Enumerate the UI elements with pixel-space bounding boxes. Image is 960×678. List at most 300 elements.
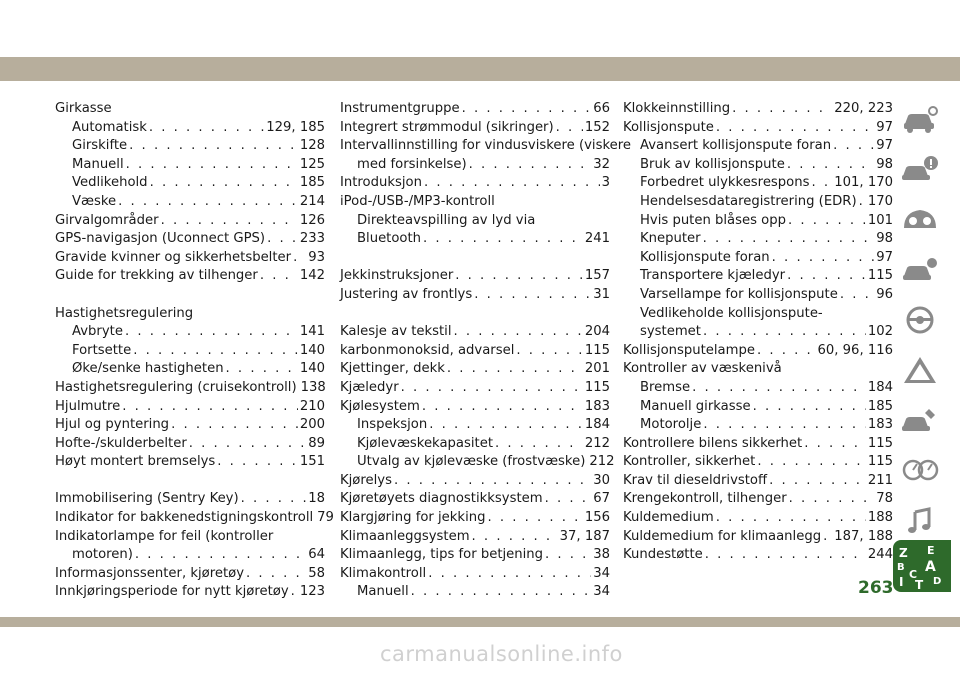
index-entry[interactable] bbox=[340, 546, 610, 565]
index-term: Kollisjonsputelampe bbox=[623, 342, 755, 358]
index-term: Automatisk bbox=[72, 119, 147, 135]
page-reference[interactable]: 151 bbox=[299, 454, 325, 470]
index-letter: D bbox=[933, 576, 942, 587]
page-reference[interactable]: 184 bbox=[867, 379, 893, 395]
index-column-2 bbox=[340, 100, 631, 602]
page-reference[interactable]: 157 bbox=[584, 268, 610, 284]
index-term: Klimaanlegg, tips for betjening bbox=[340, 547, 544, 563]
index-term: Avansert kollisjonspute foran bbox=[640, 138, 832, 154]
index-term: Jekkinstruksjoner bbox=[340, 268, 454, 284]
index-subentry[interactable] bbox=[55, 342, 325, 361]
dot-leader bbox=[129, 137, 298, 156]
index-term: Kjøretøyets diagnostikksystem bbox=[340, 491, 543, 507]
page-reference[interactable]: 98 bbox=[876, 231, 893, 247]
index-entry[interactable] bbox=[55, 212, 325, 231]
page-reference[interactable]: 140 bbox=[299, 361, 325, 377]
index-term: Krengekontroll, tilhenger bbox=[623, 491, 787, 507]
page-reference[interactable]: 185 bbox=[867, 398, 893, 414]
page-reference[interactable]: 31 bbox=[593, 286, 610, 302]
page-reference[interactable]: 241 bbox=[584, 231, 610, 247]
warning-triangle-icon bbox=[901, 355, 939, 385]
index-term: Kundestøtte bbox=[623, 547, 703, 563]
page-number: 263 bbox=[858, 578, 894, 598]
page-reference[interactable]: 201 bbox=[584, 361, 610, 377]
index-term: Kjølevæskekapasitet bbox=[357, 435, 493, 451]
page-reference[interactable]: 214 bbox=[299, 193, 325, 209]
index-subentry[interactable] bbox=[55, 174, 325, 193]
dot-leader bbox=[394, 472, 591, 491]
footer-band bbox=[0, 617, 960, 627]
index-subentry[interactable] bbox=[623, 416, 893, 435]
tab-car-wrench[interactable] bbox=[893, 397, 947, 443]
page-reference[interactable]: 152 bbox=[584, 119, 610, 135]
index-spacer bbox=[55, 472, 325, 491]
index-letter: I bbox=[899, 575, 904, 589]
page-reference[interactable]: 3 bbox=[601, 175, 610, 191]
page-reference[interactable]: 183 bbox=[867, 417, 893, 433]
index-subheading: Vedlikeholde kollisjonspute- bbox=[640, 305, 823, 321]
index-term: Kollisjonspute foran bbox=[640, 249, 770, 265]
dot-leader bbox=[495, 435, 583, 454]
index-term: Immobilisering (Sentry Key) bbox=[55, 491, 239, 507]
index-entry[interactable] bbox=[623, 100, 893, 119]
dot-leader bbox=[787, 156, 874, 175]
index-entry[interactable] bbox=[55, 490, 325, 509]
dot-leader bbox=[422, 398, 583, 417]
tab-alphabetical-index[interactable] bbox=[893, 540, 951, 592]
dot-leader bbox=[757, 453, 866, 472]
index-heading: Girkasse bbox=[55, 101, 112, 116]
index-term: Kontrollere bilens sikkerhet bbox=[623, 435, 803, 451]
page-reference[interactable]: 129, 185 bbox=[266, 119, 325, 135]
index-term: Vedlikehold bbox=[72, 175, 148, 191]
index-term: Justering av frontlys bbox=[340, 286, 473, 302]
dot-leader bbox=[545, 546, 591, 565]
page-reference[interactable]: 220, 223 bbox=[834, 101, 893, 116]
dot-leader bbox=[424, 174, 600, 193]
dot-leader bbox=[823, 528, 832, 547]
page-reference[interactable]: 233 bbox=[299, 231, 325, 247]
dot-leader bbox=[428, 565, 591, 584]
dot-leader bbox=[753, 398, 866, 417]
header-band bbox=[0, 57, 960, 81]
index-entry[interactable] bbox=[623, 435, 893, 454]
dot-leader bbox=[122, 398, 298, 417]
index-subentry[interactable] bbox=[55, 137, 325, 156]
page-reference[interactable]: 183 bbox=[584, 398, 610, 414]
dot-leader bbox=[401, 379, 583, 398]
index-entry[interactable] bbox=[340, 286, 610, 305]
index-term: karbonmonoksid, advarsel bbox=[340, 342, 515, 358]
car-seatbelt-icon bbox=[901, 255, 939, 285]
index-term: Kjæledyr bbox=[340, 379, 399, 395]
page-reference[interactable]: 97 bbox=[876, 249, 893, 265]
index-letter: E bbox=[927, 544, 935, 557]
index-entry[interactable] bbox=[55, 583, 325, 602]
index-term: Motorolje bbox=[640, 417, 702, 433]
index-column-1 bbox=[55, 100, 334, 602]
index-term: Forbedret ulykkesrespons bbox=[640, 175, 810, 191]
index-term: med forsinkelse) bbox=[357, 156, 467, 172]
page-reference[interactable]: 97 bbox=[876, 138, 893, 154]
index-entry[interactable] bbox=[623, 472, 893, 491]
index-term: Fortsette bbox=[72, 342, 132, 358]
dot-leader bbox=[472, 528, 558, 547]
index-entry[interactable] bbox=[55, 416, 325, 435]
index-spacer bbox=[55, 286, 325, 305]
index-heading: Hastighetsregulering bbox=[55, 305, 194, 321]
index-term: Girvalgområder bbox=[55, 212, 159, 228]
index-heading: Kontroller av væskenivå bbox=[623, 361, 782, 377]
index-term: Kalesje av tekstil bbox=[340, 324, 452, 340]
car-info-icon bbox=[901, 154, 939, 184]
page-reference[interactable]: 30 bbox=[593, 472, 610, 488]
index-term: Høyt montert bremselys bbox=[55, 454, 216, 470]
dot-leader bbox=[150, 174, 298, 193]
index-entry[interactable] bbox=[55, 565, 325, 584]
dot-leader bbox=[789, 490, 875, 509]
page-reference[interactable]: 140 bbox=[299, 342, 325, 358]
index-term: Kuldemedium bbox=[623, 510, 714, 526]
index-term: Kollisjonspute bbox=[623, 119, 714, 135]
index-term: Hastighetsregulering (cruisekontroll) bbox=[55, 379, 297, 395]
tab-car-info[interactable] bbox=[893, 146, 947, 192]
page-reference[interactable]: 212 bbox=[584, 435, 610, 451]
steering-wheel-icon bbox=[901, 305, 939, 335]
index-term: Bluetooth bbox=[357, 231, 422, 247]
page-reference[interactable]: 78 bbox=[876, 491, 893, 507]
index-term: Hjul og pyntering bbox=[55, 417, 170, 433]
page-reference[interactable]: 188 bbox=[867, 510, 893, 526]
dot-leader bbox=[732, 100, 832, 119]
index-term: Transportere kjæledyr bbox=[640, 268, 786, 284]
page-reference[interactable]: 115 bbox=[867, 268, 893, 284]
dot-leader bbox=[545, 490, 592, 509]
page-reference[interactable]: 79 bbox=[317, 510, 334, 526]
index-term: Girskifte bbox=[72, 138, 128, 154]
page-reference[interactable]: 37, 187 bbox=[559, 528, 610, 544]
index-subentry[interactable] bbox=[623, 212, 893, 231]
index-entry[interactable] bbox=[340, 100, 610, 119]
page-reference[interactable]: 32 bbox=[593, 156, 610, 172]
page-reference[interactable]: 212 bbox=[589, 454, 615, 470]
index-entry[interactable] bbox=[340, 342, 610, 361]
index-entry[interactable] bbox=[340, 472, 610, 491]
index-term: Hjulmutre bbox=[55, 398, 121, 414]
index-subentry[interactable] bbox=[340, 230, 610, 249]
dot-leader bbox=[455, 267, 583, 286]
index-term: Integrert strømmodul (sikringer) bbox=[340, 119, 554, 135]
page-reference[interactable]: 200 bbox=[299, 417, 325, 433]
index-subentry[interactable] bbox=[623, 286, 893, 305]
dot-leader bbox=[126, 156, 298, 175]
music-note-icon bbox=[901, 506, 939, 536]
index-subentry[interactable] bbox=[623, 193, 893, 212]
index-term: Kjølesystem bbox=[340, 398, 420, 414]
index-spacer bbox=[340, 249, 610, 268]
index-heading: iPod-/USB-/MP3-kontroll bbox=[340, 193, 495, 209]
page-reference[interactable]: 34 bbox=[593, 584, 610, 600]
index-term: Klokkeinnstilling bbox=[623, 101, 731, 116]
index-term: Varsellampe for kollisjonspute bbox=[640, 286, 838, 302]
dot-leader bbox=[833, 137, 874, 156]
tab-steering-wheel[interactable] bbox=[893, 297, 947, 343]
dot-leader bbox=[474, 286, 591, 305]
index-entry[interactable] bbox=[55, 435, 325, 454]
index-entry[interactable] bbox=[623, 528, 893, 547]
index-letter: T bbox=[915, 578, 924, 592]
index-subentry[interactable] bbox=[623, 267, 893, 286]
dot-leader bbox=[241, 490, 307, 509]
dot-leader bbox=[161, 212, 298, 231]
dot-leader bbox=[716, 509, 866, 528]
index-entry[interactable] bbox=[55, 249, 325, 268]
index-term: Avbryte bbox=[72, 324, 123, 340]
index-letter: B bbox=[897, 562, 905, 573]
index-term: Bruk av kollisjonspute bbox=[640, 156, 785, 172]
dot-leader bbox=[788, 212, 866, 231]
index-term: Krav til dieseldrivstoff bbox=[623, 472, 768, 488]
page-reference[interactable]: 156 bbox=[584, 510, 610, 526]
index-term: motoren) bbox=[72, 547, 133, 563]
index-entry[interactable] bbox=[340, 119, 610, 138]
index-subentry[interactable] bbox=[55, 360, 325, 379]
dot-leader bbox=[260, 267, 298, 286]
index-subheading: Direkteavspilling av lyd via bbox=[357, 212, 536, 228]
index-entry[interactable] bbox=[340, 528, 610, 547]
page-reference[interactable]: 126 bbox=[299, 212, 325, 228]
index-term: systemet bbox=[640, 324, 701, 340]
page-reference[interactable]: 34 bbox=[593, 565, 610, 581]
index-term: Instrumentgruppe bbox=[340, 101, 460, 116]
page-reference[interactable]: 115 bbox=[867, 435, 893, 451]
dot-leader bbox=[703, 416, 866, 435]
dot-leader bbox=[716, 119, 874, 138]
dot-leader bbox=[859, 193, 866, 212]
page-reference[interactable]: 101, 170 bbox=[834, 175, 893, 191]
page-reference[interactable]: 244 bbox=[867, 547, 893, 563]
index-subentry[interactable] bbox=[340, 156, 610, 175]
page-reference[interactable]: 138 bbox=[300, 379, 326, 395]
index-term: Utvalg av kjølevæske (frostvæske) bbox=[357, 454, 586, 470]
page-reference[interactable]: 125 bbox=[299, 156, 325, 172]
page-reference[interactable]: 184 bbox=[584, 417, 610, 433]
index-term: Øke/senke hastigheten bbox=[72, 361, 224, 377]
page-reference[interactable]: 185 bbox=[299, 175, 325, 191]
index-subentry[interactable] bbox=[623, 323, 893, 342]
dot-leader bbox=[246, 565, 306, 584]
dot-leader bbox=[453, 323, 582, 342]
index-heading: Indikatorlampe for feil (kontroller bbox=[55, 528, 274, 544]
index-letter: A bbox=[925, 559, 936, 575]
dot-leader bbox=[125, 323, 298, 342]
page-reference[interactable]: 98 bbox=[876, 156, 893, 172]
page-reference[interactable]: 210 bbox=[299, 398, 325, 414]
tab-car-seatbelt[interactable] bbox=[893, 247, 947, 293]
dot-leader bbox=[411, 583, 592, 602]
tab-music[interactable] bbox=[893, 498, 947, 544]
index-subentry[interactable] bbox=[55, 193, 325, 212]
index-subentry[interactable] bbox=[55, 119, 325, 138]
index-term: Klimakontroll bbox=[340, 565, 427, 581]
page-reference[interactable]: 115 bbox=[584, 342, 610, 358]
index-entry[interactable] bbox=[340, 490, 610, 509]
dot-leader bbox=[447, 360, 583, 379]
index-term: Gravide kvinner og sikkerhetsbelter bbox=[55, 249, 292, 265]
index-entry[interactable] bbox=[55, 453, 325, 472]
page-reference[interactable]: 211 bbox=[867, 472, 893, 488]
index-subentry[interactable] bbox=[623, 230, 893, 249]
index-subentry[interactable] bbox=[623, 156, 893, 175]
dot-leader bbox=[217, 453, 298, 472]
page-reference[interactable]: 18 bbox=[308, 491, 325, 507]
page-reference[interactable]: 97 bbox=[876, 119, 893, 135]
index-subentry[interactable] bbox=[340, 453, 615, 472]
page-reference[interactable]: 142 bbox=[299, 268, 325, 284]
alphabet-index-icon bbox=[893, 540, 951, 592]
dot-leader bbox=[804, 435, 866, 454]
page-reference[interactable]: 123 bbox=[299, 584, 325, 600]
page-reference[interactable]: 60, 96, 116 bbox=[817, 342, 893, 358]
tab-warning-triangle[interactable] bbox=[893, 347, 947, 393]
index-term: Kuldemedium for klimaanlegg bbox=[623, 528, 822, 544]
index-subentry[interactable] bbox=[55, 546, 325, 565]
dot-leader bbox=[226, 360, 298, 379]
dot-leader bbox=[705, 546, 866, 565]
index-entry[interactable] bbox=[623, 453, 893, 472]
index-entry[interactable] bbox=[340, 360, 610, 379]
page-reference[interactable]: 66 bbox=[593, 101, 610, 116]
page-reference[interactable]: 64 bbox=[308, 547, 325, 563]
index-subentry[interactable] bbox=[623, 379, 893, 398]
tab-car-key[interactable] bbox=[893, 96, 947, 142]
page-reference[interactable]: 89 bbox=[308, 435, 325, 451]
dot-leader bbox=[811, 174, 832, 193]
page-reference[interactable]: 96 bbox=[876, 286, 893, 302]
index-entry[interactable] bbox=[623, 119, 893, 138]
index-subentry[interactable] bbox=[55, 323, 325, 342]
index-subentry[interactable] bbox=[340, 416, 610, 435]
index-entry[interactable] bbox=[340, 379, 610, 398]
dot-leader bbox=[469, 156, 592, 175]
index-term: Bremse bbox=[640, 379, 691, 395]
index-entry[interactable] bbox=[623, 509, 893, 528]
index-subentry[interactable] bbox=[623, 174, 893, 193]
index-entry[interactable] bbox=[340, 174, 610, 193]
tab-dashboard[interactable] bbox=[893, 196, 947, 242]
index-subentry[interactable] bbox=[340, 435, 610, 454]
page-reference[interactable]: 128 bbox=[299, 138, 325, 154]
dot-leader bbox=[487, 509, 582, 528]
dot-leader bbox=[769, 472, 866, 491]
index-term: Væske bbox=[72, 193, 117, 209]
index-term: Kontroller, sikkerhet bbox=[623, 454, 756, 470]
index-letter: Z bbox=[899, 546, 908, 560]
index-entry[interactable] bbox=[623, 546, 893, 565]
index-subentry[interactable] bbox=[55, 156, 325, 175]
index-term: Klargjøring for jekking bbox=[340, 510, 486, 526]
page-reference[interactable]: 38 bbox=[593, 547, 610, 563]
index-term: Informasjonssenter, kjøretøy bbox=[55, 565, 244, 581]
index-term: Guide for trekking av tilhenger bbox=[55, 268, 258, 284]
dot-leader bbox=[118, 193, 298, 212]
index-term: Inspeksjon bbox=[357, 417, 428, 433]
index-term: Kjettinger, dekk bbox=[340, 361, 445, 377]
dot-leader bbox=[772, 249, 875, 268]
page-reference[interactable]: 204 bbox=[584, 324, 610, 340]
index-term: Hvis puten blåses opp bbox=[640, 212, 786, 228]
index-subentry[interactable] bbox=[623, 249, 893, 268]
index-entry[interactable] bbox=[55, 267, 325, 286]
dot-leader bbox=[840, 286, 874, 305]
index-term: GPS-navigasjon (Uconnect GPS) bbox=[55, 231, 266, 247]
index-entry[interactable] bbox=[623, 490, 893, 509]
dot-leader bbox=[423, 230, 583, 249]
index-entry[interactable] bbox=[340, 398, 610, 417]
index-term: Innkjøringsperiode for nytt kjøretøy bbox=[55, 584, 289, 600]
index-term: Manuell bbox=[357, 584, 409, 600]
page-reference[interactable]: 67 bbox=[593, 491, 610, 507]
index-term: Manuell bbox=[72, 156, 124, 172]
index-entry[interactable] bbox=[340, 565, 610, 584]
watermark: carmanualsonline.info bbox=[380, 642, 623, 666]
dot-leader bbox=[462, 100, 592, 119]
index-term: Hofte-/skulderbelter bbox=[55, 435, 187, 451]
index-subentry[interactable] bbox=[623, 398, 893, 417]
chapter-tab-rail bbox=[893, 96, 951, 598]
index-term: Kjørelys bbox=[340, 472, 392, 488]
dot-leader bbox=[516, 342, 582, 361]
page-reference[interactable]: 93 bbox=[308, 249, 325, 265]
index-entry[interactable] bbox=[55, 398, 325, 417]
index-column-3 bbox=[623, 100, 893, 565]
index-entry[interactable] bbox=[55, 379, 325, 398]
top-margin bbox=[0, 0, 960, 57]
index-entry[interactable] bbox=[340, 267, 610, 286]
index-entry[interactable] bbox=[623, 342, 893, 361]
page-reference[interactable]: 102 bbox=[867, 324, 893, 340]
index-entry[interactable] bbox=[340, 323, 610, 342]
index-heading: Intervallinnstilling for vindusviskere (viskere bbox=[340, 138, 631, 154]
index-term: Indikator for bakkenedstigningskontroll bbox=[55, 510, 314, 526]
car-wrench-icon bbox=[901, 405, 939, 435]
gauge-cluster-icon bbox=[901, 455, 939, 485]
index-term: Klimaanleggsystem bbox=[340, 528, 470, 544]
index-entry[interactable] bbox=[55, 509, 334, 528]
dot-leader bbox=[171, 416, 298, 435]
page-reference[interactable]: 101 bbox=[867, 212, 893, 228]
index-letter: C bbox=[909, 568, 918, 581]
page-reference[interactable]: 170 bbox=[867, 193, 893, 209]
tab-gauge-cluster[interactable] bbox=[893, 447, 947, 493]
page-reference[interactable]: 141 bbox=[299, 324, 325, 340]
dot-leader bbox=[267, 230, 298, 249]
index-subentry[interactable] bbox=[623, 137, 893, 156]
dot-leader bbox=[787, 267, 866, 286]
dot-leader bbox=[135, 546, 306, 565]
index-subentry[interactable] bbox=[340, 583, 610, 602]
page-reference[interactable]: 115 bbox=[584, 379, 610, 395]
index-entry[interactable] bbox=[55, 230, 325, 249]
dot-leader bbox=[189, 435, 306, 454]
car-key-icon bbox=[901, 104, 939, 134]
index-spacer bbox=[340, 305, 610, 324]
page-reference[interactable]: 58 bbox=[308, 565, 325, 581]
page-reference[interactable]: 115 bbox=[867, 454, 893, 470]
page-reference[interactable]: 187, 188 bbox=[834, 528, 893, 544]
dot-leader bbox=[133, 342, 298, 361]
index-entry[interactable] bbox=[340, 509, 610, 528]
